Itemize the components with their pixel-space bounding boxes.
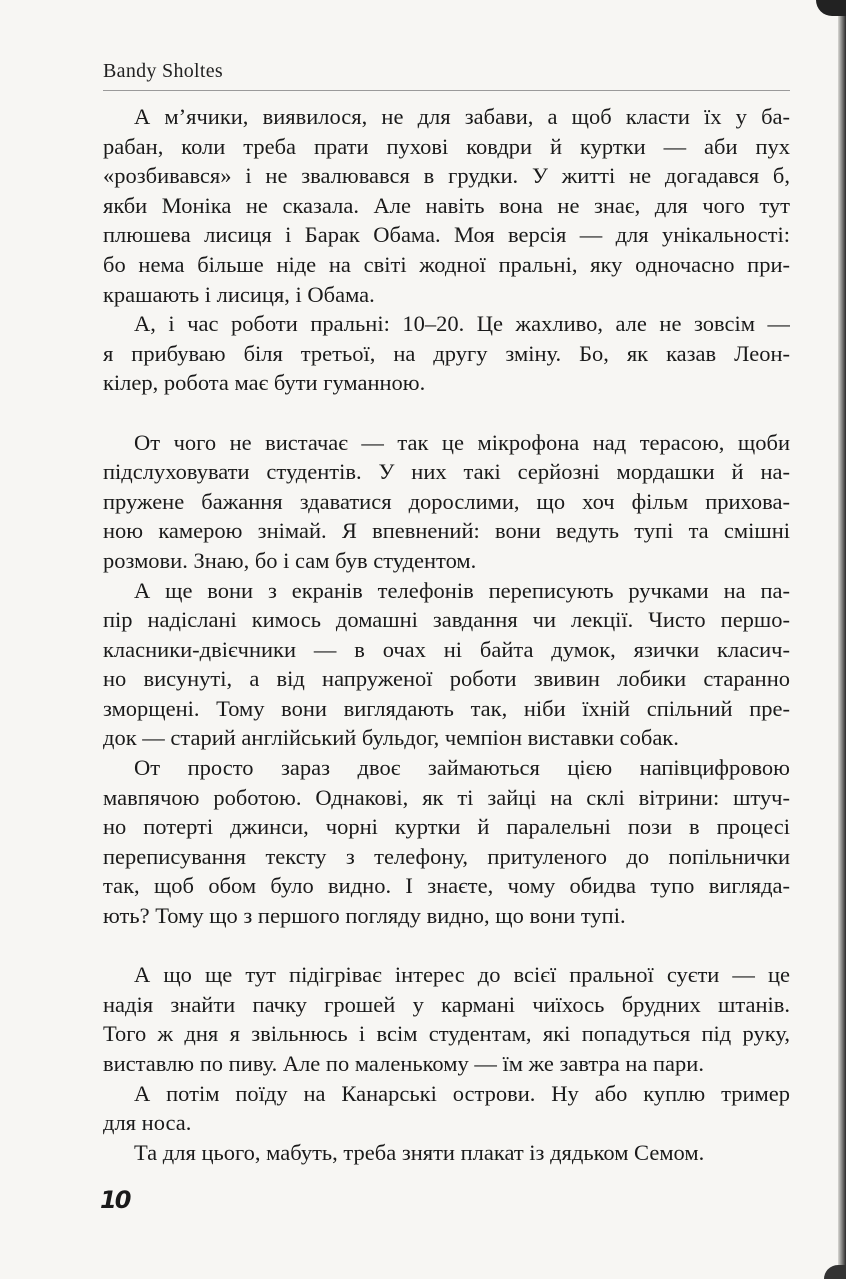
paragraph [103,576,790,754]
paragraph [103,102,790,309]
book-corner-bottom [824,1265,846,1279]
text-line: я прибуваю біля третьої, на другу зміну. Бо, як казав Леон- [103,340,790,366]
paragraph [103,1079,790,1138]
text-line: рабан, коли треба прати пухові ковдри й куртки — аби пух [103,133,790,159]
text-line: плюшева лисиця і Барак Обама. Моя версія — для унікальності: [103,222,790,248]
text-line: надія знайти пачку грошей у кармані чиїхось брудних штанів. [103,991,790,1017]
text-line: розмови. Знаю, бо і сам був студентом. [103,547,477,573]
text-line: ною камерою знімай. Я впевнений: вони ведуть тупі та смішні [103,518,790,544]
text-line: для носа. [103,1110,192,1136]
text-line: переписування тексту з телефону, притуленого до попільнички [103,843,790,869]
text-line: А що ще тут підігріває інтерес до всієї пральної суєти — це [134,962,790,988]
text-line: но висунуті, а від напруженої роботи звивин лобики старанно [103,666,790,692]
book-corner-top [816,0,846,16]
paragraph [103,309,790,398]
text-line: От чого не вистачає — так це мікрофона над терасою, щоби [134,429,790,455]
running-head: Bandy Sholtes [103,60,224,82]
text-line: А м’ячики, виявилося, не для забави, а щоб класти їх у ба- [134,104,790,129]
text-line: А ще вони з екранів телефонів переписують ручками на па- [134,577,790,603]
text-line: «розбивався» і не звалювався в грудки. У житті не догадався б, [103,163,790,189]
paragraph [103,1138,790,1168]
text-line: От просто зараз двоє займаються цією напівцифровою [134,755,790,781]
text-line: ють? Тому що з першого погляду видно, що вони тупі. [103,903,626,929]
text-line: класники-двієчники — в очах ні байта думок, язички класич- [103,636,790,662]
text-line: Та для цього, мабуть, треба зняти плакат із дядьком Семом. [134,1139,705,1165]
page-edge-shadow [838,0,846,1279]
text-line: док — старий англійський бульдог, чемпіон виставки собак. [103,725,679,751]
text-line: А, і час роботи пральні: 10–20. Це жахливо, але не зовсім — [134,311,790,337]
text-line: А потім поїду на Канарські острови. Ну або куплю тример [134,1080,790,1106]
text-line: кілер, робота має бути гуманною. [103,370,426,396]
paragraph [103,960,790,1078]
text-line: Того ж дня я звільнюсь і всім студентам, які попадуться під руку, [103,1021,790,1047]
text-line: но потерті джинси, чорні куртки й паралельні пози в процесі [103,814,790,840]
text-line: пір надіслані кимось домашні завдання чи лекції. Чисто першо- [103,607,790,633]
text-line: якби Моніка не сказала. Але навіть вона не знає, для чого тут [103,192,790,218]
text-line: пружене бажання здаватися дорослими, що хоч фільм прихова- [103,488,790,514]
text-line: зморщені. Тому вони виглядають так, ніби їхній спільний пре- [103,695,790,721]
text-line: мавпячою роботою. Однакові, як ті зайці на склі вітрини: штуч- [103,784,790,810]
page-number: 10 [100,1186,130,1214]
text-line: підслуховувати студентів. У них такі серйозні мордашки й на- [103,459,790,485]
section-break [103,398,790,428]
body-text [103,102,790,1167]
paragraph [103,428,790,576]
text-line: бо нема більше ніде на світі жодної пральні, яку одночасно при- [103,251,790,277]
header-rule [103,90,790,91]
text-line: виставлю по пиву. Але по маленькому — їм же завтра на пари. [103,1051,704,1076]
paragraph [103,753,790,931]
text-line: крашають і лисиця, і Обама. [103,281,375,307]
text-line: так, щоб обом було видно. І знаєте, чому обидва тупо вигляда- [103,873,790,899]
section-break [103,931,790,961]
